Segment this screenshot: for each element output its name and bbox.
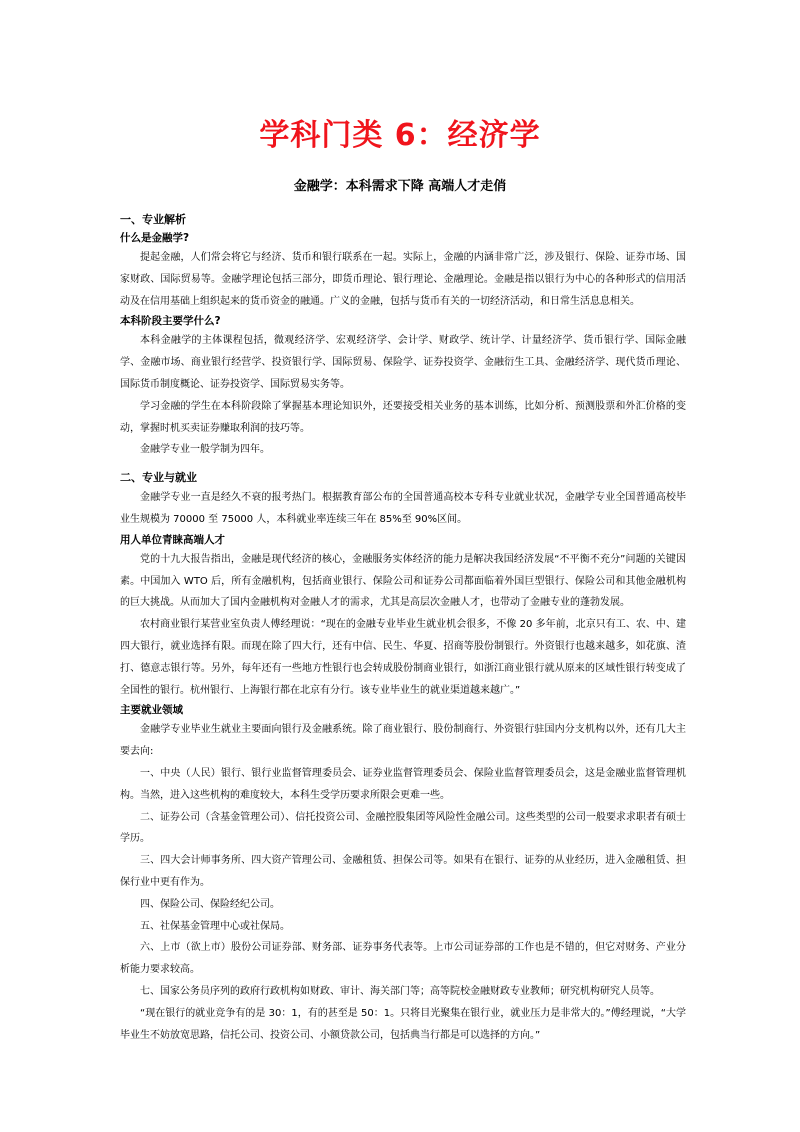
paragraph: “现在银行的就业竞争有的是 30：1，有的甚至是 50：1。只将目光聚集在银行业，就业压力是非常大的。”傅经理说，“大学毕业生不妨放宽思路，信托公司、投资公司、小额贷款公司，包括典当行都是可以选择的方向。” (120, 1007, 686, 1041)
section-heading-major-analysis: 一、专业解析 (120, 213, 186, 226)
paragraph: 三、四大会计师事务所、四大资产管理公司、金融租赁、担保公司等。如果有在银行、证券的从业经历，进入金融租赁、担保行业中更有作为。 (120, 855, 686, 888)
subheading-main-employment-fields: 主要就业领域 (120, 704, 183, 717)
article-body (120, 211, 686, 1046)
paragraph: 七、国家公务员序列的政府行政机构如财政、审计、海关部门等；高等院校金融财政专业教师；研究机构研究人员等。 (140, 985, 660, 997)
paragraph: 金融学专业毕业生就业主要面向银行及金融系统。除了商业银行、股份制商行、外资银行驻国内分支机构以外，还有几大主要去向: (120, 724, 686, 758)
paragraph: 金融学专业一般学制为四年。 (140, 444, 270, 456)
paragraph: 农村商业银行某营业室负责人傅经理说：“现在的金融专业毕业生就业机会很多，不像 20 多年前，北京只有工、农、中、建四大银行，就业选择有限。而现在除了四大行，还有中信、民生、华夏、招商等股份制银行。外资银行也越来越多，如花旗、渣打、德意志银行等。另外，每年还有一些地方性银行也会转成股份制商业银行，如浙江商业银行就从原来的区域性银行转变成了全国性的银行。杭州银行、上海银行都在北京有分行。该专业毕业生的就业渠道越来越广。” (120, 619, 686, 696)
paragraph: 二、证券公司（含基金管理公司）、信托投资公司、金融控股集团等风险性金融公司。这些类型的公司一般要求求职者有硕士学历。 (120, 811, 686, 845)
section-heading-major-employment: 二、专业与就业 (120, 471, 197, 485)
question-undergrad-courses: 本科阶段主要学什么? (120, 315, 221, 328)
paragraph: 金融学专业一直是经久不衰的报考热门。根据教育部公布的全国普通高校本专科专业就业状况，金融学专业全国普通高校毕业生规模为 70000 至 75000 人，本科就业率连续三年在 85%至 90%区间。 (120, 492, 686, 525)
article-subtitle: 金融学：本科需求下降 高端人才走俏 (293, 179, 507, 194)
paragraph: 一、中央（人民）银行、银行业监督管理委员会、证券业监督管理委员会、保险业监督管理委员会，这是金融业监督管理机构。当然，进入这些机构的难度较大，本科生受学历要求所限会更难一些。 (120, 767, 686, 801)
page-title: 学科门类 6：经济学 (259, 118, 541, 153)
paragraph: 六、上市（欲上市）股份公司证券部、财务部、证券事务代表等。上市公司证券部的工作也是不错的，但它对财务、产业分析能力要求较高。 (120, 942, 686, 976)
question-what-is-finance: 什么是金融学? (120, 232, 190, 244)
paragraph: 四、保险公司、保险经纪公司。 (140, 898, 280, 910)
paragraph: 提起金融，人们常会将它与经济、货币和银行联系在一起。实际上，金融的内涵非常广泛，涉及银行、保险、证券市场、国家财政、国际贸易等。金融学理论包括三部分，即货币理论、银行理论、金融理论。金融是指以银行为中心的各种形式的信用活动及在信用基础上组织起来的货币资金的融通。广义的金融，包括与货币有关的一切经济活动，和日常生活息息相关。 (120, 252, 686, 307)
paragraph: 党的十九大报告指出，金融是现代经济的核心，金融服务实体经济的能力是解决我国经济发展“不平衡不充分”问题的关键因素。中国加入 WTO 后，所有金融机构，包括商业银行、保险公司和证券公司都面临着外国巨型银行、保险公司和其他金融机构的巨大挑战。从而加大了国内金融机构对金融人才的需求，尤其是高层次金融人才，也带动了金融专业的蓬勃发展。 (120, 553, 686, 609)
paragraph: 五、社保基金管理中心或社保局。 (140, 920, 290, 932)
subheading-employers-prefer-talent: 用人单位青睐高端人才 (120, 533, 225, 546)
paragraph: 本科金融学的主体课程包括，微观经济学、宏观经济学、会计学、财政学、统计学、计量经济学、货币银行学、国际金融学、金融市场、商业银行经营学、投资银行学、国际贸易、保险学、证券投资学、金融衍生工具、金融经济学、现代货币理论、国际货币制度概论、证券投资学、国际贸易实务等。 (120, 335, 686, 390)
paragraph: 学习金融的学生在本科阶段除了掌握基本理论知识外，还要接受相关业务的基本训练，比如分析、预测股票和外汇价格的变动，掌握时机买卖证券赚取利润的技巧等。 (120, 400, 686, 434)
